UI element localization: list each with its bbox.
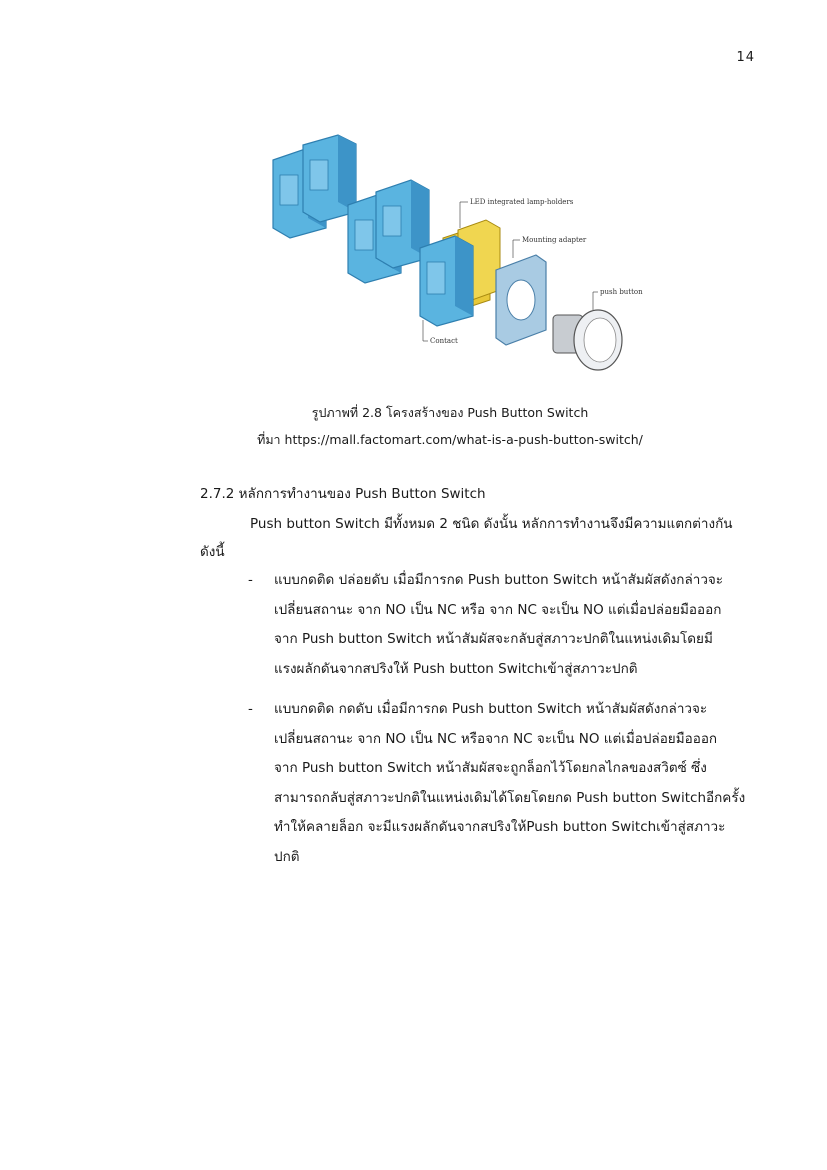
bullet-line: แรงผลักดันจากสปริงให้ Push button Switchเข้าสู่สภาวะปกติ	[274, 660, 638, 677]
intro-line-1: Push button Switch มีทั้งหมด 2 ชนิด ดังนั้น หลักการทำงานจึงมีความแตกต่างกัน	[250, 516, 733, 532]
push-button-switch-figure	[268, 130, 648, 388]
contact-block-front	[420, 236, 473, 326]
page-number: 14	[736, 50, 755, 65]
bullet-item-1	[248, 566, 758, 684]
bullet-item-2	[248, 695, 758, 872]
label-led: LED integrated lamp-holders	[470, 198, 574, 206]
label-push: push button	[600, 288, 643, 296]
figure-caption: รูปภาพที่ 2.8 โครงสร้างของ Push Button Switch	[311, 405, 589, 420]
label-contact: Contact	[430, 337, 458, 345]
bullet-line: ปกติ	[274, 848, 300, 865]
label-mounting: Mounting adapter	[522, 236, 587, 244]
push-button	[553, 310, 622, 370]
bullet-line: เปลี่ยนสถานะ จาก NO เป็น NC หรือจาก NC จะเป็น NO แต่เมื่อปล่อยมือออก	[274, 730, 718, 747]
section-heading: 2.7.2 หลักการทำงานของ Push Button Switch	[200, 486, 486, 502]
bullet-line: ทำให้คลายล็อก จะมีแรงผลักดันจากสปริงให้Push button Switchเข้าสู่สภาวะ	[274, 819, 726, 835]
figure-source: ที่มา https://mall.factomart.com/what-is-a-push-button-switch/	[257, 432, 643, 447]
bullet-line: จาก Push button Switch หน้าสัมผัสจะกลับสู่สภาวะปกติในแหน่งเดิมโดยมี	[274, 631, 713, 647]
bullet-dash: -	[248, 572, 253, 588]
mounting-adapter	[496, 255, 546, 345]
exploded-view-illustration	[268, 130, 648, 388]
bullet-dash: -	[248, 701, 253, 717]
bullet-line: แบบกดติด กดดับ เมื่อมีการกด Push button Switch หน้าสัมผัสดังกล่าวจะ	[274, 701, 708, 717]
bullet-line: เปลี่ยนสถานะ จาก NO เป็น NC หรือ จาก NC จะเป็น NO แต่เมื่อปล่อยมือออก	[274, 601, 722, 618]
intro-paragraph	[200, 510, 750, 566]
bullet-line: จาก Push button Switch หน้าสัมผัสจะถูกล็อกไว้โดยกลไกลของสวิตซ์ ซึ่ง	[274, 760, 707, 776]
bullet-line: แบบกดติด ปล่อยดับ เมื่อมีการกด Push button Switch หน้าสัมผัสดังกล่าวจะ	[274, 572, 724, 588]
bullet-line: สามารถกลับสู่สภาวะปกติในแหน่งเดิมได้โดยโดยกด Push button Switchอีกครั้ง	[274, 789, 746, 806]
intro-line-2: ดังนี้	[200, 544, 225, 560]
